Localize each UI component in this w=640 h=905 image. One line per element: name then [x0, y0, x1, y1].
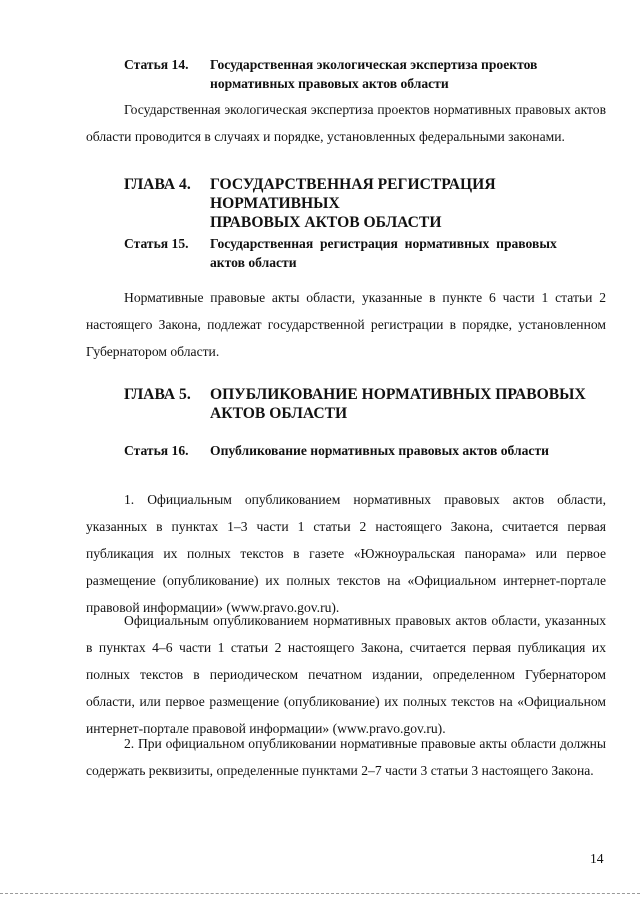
article-16-paragraph-1: 1. Официальным опубликованием нормативных правовых актов области, указанных в пунктах 1–3 части 1 статьи 2 настоящего Закона, считается первая публикация их полных текстов в газете «Южноуральская панорама» или первое размещение (опубликование) их полных текстов на «Официальном интернет-портале правовой информации» (www.pravo.gov.ru).	[86, 492, 606, 615]
chapter-5-title-line1: ОПУБЛИКОВАНИЕ НОРМАТИВНЫХ ПРАВОВЫХ	[210, 386, 586, 403]
article-14-text: Государственная экологическая экспертиза проектов нормативных правовых актов области проводится в случаях и порядке, установленных федеральными законами.	[86, 102, 606, 144]
article-14-label: Статья 14.	[124, 57, 189, 72]
chapter-4-heading	[124, 175, 614, 232]
footer-divider	[0, 893, 640, 894]
article-15-text: Нормативные правовые акты области, указанные в пункте 6 части 1 статьи 2 настоящего Закона, подлежат государственной регистрации в порядке, установленном Губернатором области.	[86, 290, 606, 359]
article-14-title-line2: нормативных правовых актов области	[210, 76, 449, 91]
chapter-4-label: ГЛАВА 4.	[124, 176, 191, 193]
article-15-heading	[124, 234, 594, 272]
chapter-5-title	[210, 385, 614, 423]
article-15-title-line1: Государственная регистрация нормативных правовых	[210, 236, 557, 251]
page-number: 14	[590, 851, 604, 866]
article-16-paragraph-3: 2. При официальном опубликовании нормативные правовые акты области должны содержать реквизиты, определенные пунктами 2–7 части 3 статьи 3 настоящего Закона.	[86, 736, 606, 778]
chapter-4-title	[210, 175, 614, 232]
chapter-5-label: ГЛАВА 5.	[124, 386, 191, 403]
article-15-title-line2: актов области	[210, 255, 297, 270]
article-14-title-line1: Государственная экологическая экспертиза проектов	[210, 57, 538, 72]
chapter-5-heading	[124, 385, 614, 423]
article-14-heading	[124, 55, 584, 93]
article-14-title	[210, 55, 584, 93]
article-16-label: Статья 16.	[124, 443, 189, 458]
article-16-title: Опубликование нормативных правовых актов области	[210, 443, 549, 458]
chapter-5-title-line2: АКТОВ ОБЛАСТИ	[210, 405, 348, 422]
chapter-4-title-line1: ГОСУДАРСТВЕННАЯ РЕГИСТРАЦИЯ НОРМАТИВНЫХ	[210, 176, 496, 212]
article-16-paragraph-2: Официальным опубликованием нормативных правовых актов области, указанных в пунктах 4–6 части 1 статьи 2 настоящего Закона, считается первая публикация их полных текстов в периодическом печатном издании, определенном Губернатором области, или первое размещение (опубликование) их полных текстов на «Официальном интернет-портале правовой информации» (www.pravo.gov.ru).	[86, 613, 606, 736]
article-15-label: Статья 15.	[124, 236, 189, 251]
article-15-title	[210, 234, 594, 272]
chapter-4-title-line2: ПРАВОВЫХ АКТОВ ОБЛАСТИ	[210, 214, 442, 231]
article-16-heading	[124, 441, 594, 460]
